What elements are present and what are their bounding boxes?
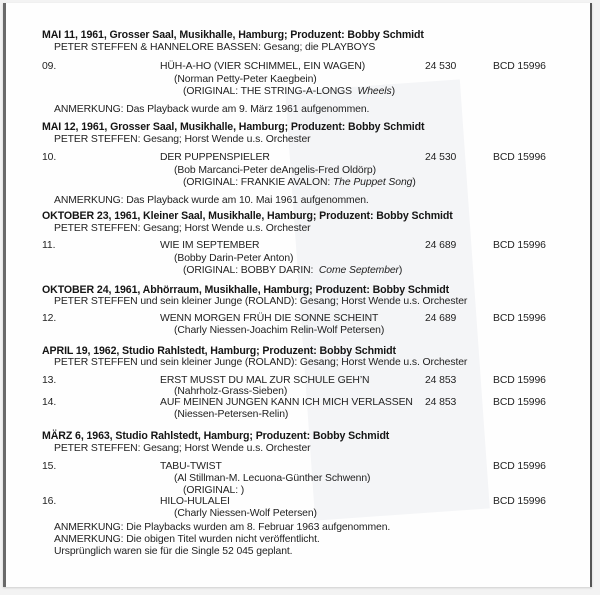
track-number: 12. <box>42 313 57 324</box>
track-composers: (Charly Niessen-Joachim Relin-Wolf Petersen) <box>174 325 385 336</box>
session-personnel: PETER STEFFEN und sein kleiner Junge (ROLAND): Gesang; Horst Wende u.s. Orchester <box>54 296 468 307</box>
track-composers: (Niessen-Petersen-Relin) <box>174 409 289 420</box>
track-number: 15. <box>42 461 57 472</box>
track-title: AUF MEINEN JUNGEN KANN ICH MICH VERLASSEN <box>160 397 413 408</box>
track-number: 10. <box>42 152 57 163</box>
track-number: 14. <box>42 397 57 408</box>
original-suffix: ) <box>391 86 395 97</box>
track-number: 16. <box>42 496 57 507</box>
track-number: 09. <box>42 61 57 72</box>
track-original <box>183 177 416 189</box>
track-composers: (Charly Niessen-Wolf Petersen) <box>174 508 317 519</box>
track-original: (ORIGINAL: ) <box>183 485 245 496</box>
session-heading: MAI 12, 1961, Grosser Saal, Musikhalle, Hamburg; Produzent: Bobby Schmidt <box>42 121 425 133</box>
track-number: 13. <box>42 375 57 386</box>
track-original <box>183 265 402 277</box>
track-matrix: 24 530 <box>425 61 457 72</box>
session-personnel: PETER STEFFEN: Gesang; Horst Wende u.s. Orchester <box>54 134 311 145</box>
session-personnel: PETER STEFFEN und sein kleiner Junge (ROLAND): Gesang; Horst Wende u.s. Orchester <box>54 357 468 368</box>
track-cd-number: BCD 15996 <box>493 397 546 408</box>
track-cd-number: BCD 15996 <box>493 461 546 472</box>
original-prefix: (ORIGINAL: FRANKIE AVALON: <box>183 177 333 188</box>
track-composers: (Bob Marcanci-Peter deAngelis-Fred Oldörp) <box>174 165 376 176</box>
track-title: HÜH-A-HO (VIER SCHIMMEL, EIN WAGEN) <box>160 61 366 72</box>
original-suffix: ) <box>412 177 416 188</box>
track-composers: (Bobby Darin-Peter Anton) <box>174 253 294 264</box>
track-matrix: 24 853 <box>425 397 457 408</box>
session-personnel: PETER STEFFEN: Gesang; Horst Wende u.s. Orchester <box>54 443 311 454</box>
track-cd-number: BCD 15996 <box>493 61 546 72</box>
track-number: 11. <box>42 240 56 251</box>
session-note: ANMERKUNG: Die obigen Titel wurden nicht veröffentlicht. <box>54 534 320 545</box>
session-personnel: PETER STEFFEN: Gesang; Horst Wende u.s. Orchester <box>54 223 311 234</box>
track-title: ERST MUSST DU MAL ZUR SCHULE GEH’N <box>160 375 370 386</box>
original-title: Wheels <box>357 86 392 97</box>
session-heading: MÄRZ 6, 1963, Studio Rahlstedt, Hamburg; Produzent: Bobby Schmidt <box>42 430 390 442</box>
track-composers: (Norman Petty-Peter Kaegbein) <box>174 74 317 85</box>
session-heading: APRIL 19, 1962, Studio Rahlstedt, Hamburg; Produzent: Bobby Schmidt <box>42 345 396 357</box>
track-matrix: 24 530 <box>425 152 457 163</box>
original-suffix: ) <box>398 265 403 276</box>
track-title: TABU-TWIST <box>160 461 222 472</box>
original-title: The Puppet Song <box>332 177 413 188</box>
session-heading: OKTOBER 24, 1961, Abhörraum, Musikhalle, Hamburg; Produzent: Bobby Schmidt <box>42 284 449 296</box>
session-heading: MAI 11, 1961, Grosser Saal, Musikhalle, Hamburg; Produzent: Bobby Schmidt <box>42 29 424 41</box>
session-note: ANMERKUNG: Die Playbacks wurden am 8. Februar 1963 aufgenommen. <box>54 522 391 533</box>
track-cd-number: BCD 15996 <box>493 496 546 507</box>
track-cd-number: BCD 15996 <box>493 375 546 386</box>
track-matrix: 24 853 <box>425 375 457 386</box>
track-composers: (Nahrholz-Grass-Sieben) <box>174 386 288 397</box>
track-matrix: 24 689 <box>425 240 457 251</box>
track-matrix: 24 689 <box>425 313 457 324</box>
session-note: ANMERKUNG: Das Playback wurde am 10. Mai 1961 aufgenommen. <box>54 195 369 206</box>
track-title: DER PUPPENSPIELER <box>160 152 270 163</box>
track-cd-number: BCD 15996 <box>493 313 546 324</box>
track-title: WIE IM SEPTEMBER <box>160 240 260 251</box>
track-cd-number: BCD 15996 <box>493 152 546 163</box>
session-personnel: PETER STEFFEN & HANNELORE BASSEN: Gesang; die PLAYBOYS <box>54 42 376 53</box>
session-note: ANMERKUNG: Das Playback wurde am 9. März 1961 aufgenommen. <box>54 104 370 115</box>
track-title: HILO-HULALEI <box>160 496 230 507</box>
track-title: WENN MORGEN FRÜH DIE SONNE SCHEINT <box>160 313 379 324</box>
track-composers: (Al Stillman-M. Lecuona-Günther Schwenn) <box>174 473 371 484</box>
track-cd-number: BCD 15996 <box>493 240 546 251</box>
original-prefix: (ORIGINAL: THE STRING-A-LONGS <box>183 86 358 97</box>
original-prefix: (ORIGINAL: BOBBY DARIN: <box>183 265 319 276</box>
track-original <box>183 86 395 98</box>
original-title: Come September <box>318 265 399 276</box>
session-note: Ursprünglich waren sie für die Single 52 045 geplant. <box>54 546 293 557</box>
session-heading: OKTOBER 23, 1961, Kleiner Saal, Musikhalle, Hamburg; Produzent: Bobby Schmidt <box>42 210 453 222</box>
